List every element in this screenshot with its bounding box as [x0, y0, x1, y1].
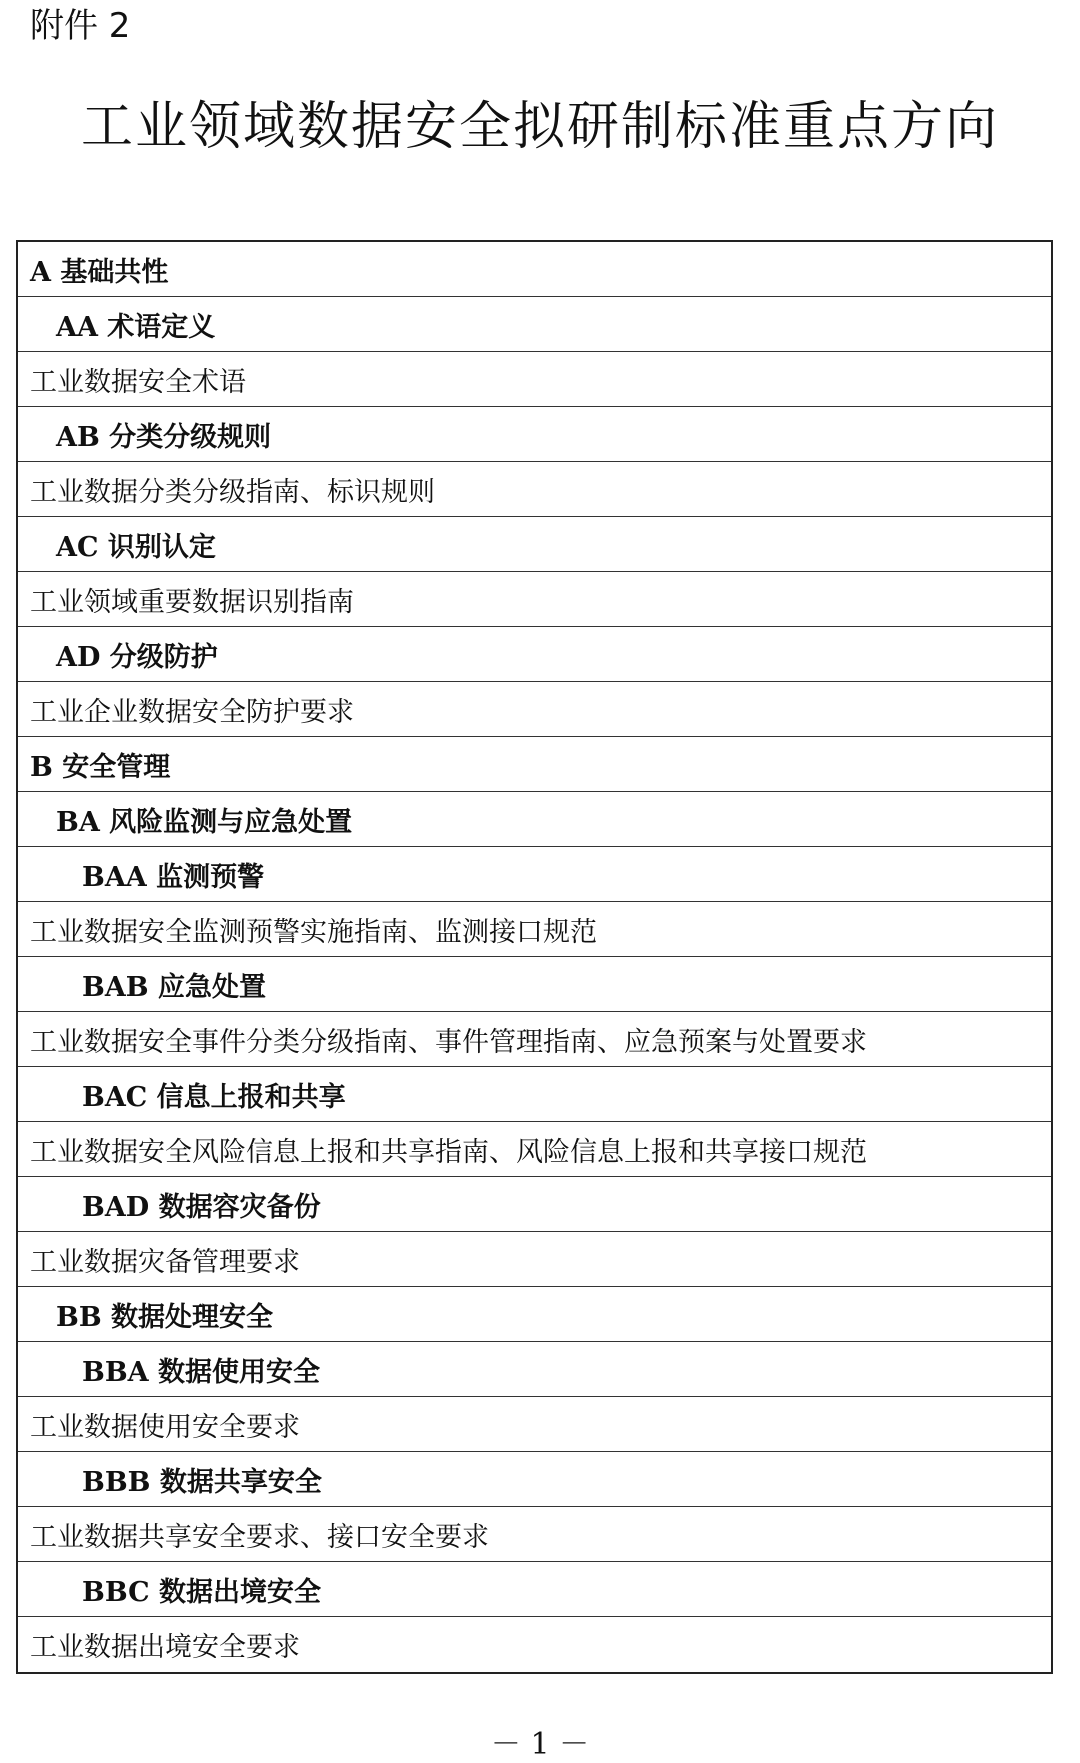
table-row: [18, 242, 1051, 297]
row-text: 工业数据灾备管理要求: [30, 1246, 300, 1278]
table-row: [18, 1452, 1051, 1507]
table-row: [18, 1397, 1051, 1452]
row-text: 工业数据安全术语: [30, 366, 246, 398]
row-text: AD 分级防护: [56, 641, 218, 673]
table-row: [18, 957, 1051, 1012]
page-number: － 1 －: [490, 1727, 590, 1762]
table-row: [18, 1232, 1051, 1287]
table-row: [18, 682, 1051, 737]
row-text: AB 分类分级规则: [56, 421, 272, 453]
table-row: [18, 1177, 1051, 1232]
table-row: [18, 1067, 1051, 1122]
row-text: 工业领域重要数据识别指南: [30, 586, 354, 618]
row-text: BA 风险监测与应急处置: [56, 806, 353, 838]
row-text: AC 识别认定: [56, 531, 216, 563]
row-text: 工业数据安全监测预警实施指南、监测接口规范: [30, 916, 597, 948]
row-text: BAB 应急处置: [82, 971, 266, 1003]
table-row: [18, 737, 1051, 792]
row-text: BB 数据处理安全: [56, 1301, 274, 1333]
row-text: 工业企业数据安全防护要求: [30, 696, 354, 728]
row-text: 工业数据使用安全要求: [30, 1411, 300, 1443]
table-row: [18, 572, 1051, 627]
table-row: [18, 517, 1051, 572]
table-row: [18, 1342, 1051, 1397]
document-title: 工业领域数据安全拟研制标准重点方向: [80, 97, 999, 157]
table-row: [18, 627, 1051, 682]
table-row: [18, 792, 1051, 847]
attachment-label: 附件 2: [30, 6, 131, 46]
table-row: [18, 1122, 1051, 1177]
row-text: AA 术语定义: [56, 311, 216, 343]
row-text: A 基础共性: [30, 256, 169, 288]
row-text: BAA 监测预警: [82, 861, 265, 893]
row-text: 工业数据分类分级指南、标识规则: [30, 476, 435, 508]
table-row: [18, 462, 1051, 517]
table-row: [18, 1507, 1051, 1562]
table-row: [18, 352, 1051, 407]
table-row: [18, 902, 1051, 957]
table-row: [18, 1012, 1051, 1067]
row-text: 工业数据安全风险信息上报和共享指南、风险信息上报和共享接口规范: [30, 1136, 867, 1168]
row-text: 工业数据共享安全要求、接口安全要求: [30, 1521, 489, 1553]
table-row: [18, 1562, 1051, 1617]
row-text: 工业数据安全事件分类分级指南、事件管理指南、应急预案与处置要求: [30, 1026, 867, 1058]
row-text: BAC 信息上报和共享: [82, 1081, 346, 1113]
table-row: [18, 407, 1051, 462]
row-text: BAD 数据容灾备份: [82, 1191, 321, 1223]
table-row: [18, 1287, 1051, 1342]
table-row: [18, 297, 1051, 352]
row-text: BBB 数据共享安全: [82, 1466, 322, 1498]
table-row: [18, 847, 1051, 902]
table-row: [18, 1617, 1051, 1672]
row-text: B 安全管理: [30, 751, 171, 783]
row-text: BBA 数据使用安全: [82, 1356, 320, 1388]
row-text: BBC 数据出境安全: [82, 1576, 322, 1608]
row-text: 工业数据出境安全要求: [30, 1632, 300, 1663]
standards-table: [16, 240, 1053, 1674]
